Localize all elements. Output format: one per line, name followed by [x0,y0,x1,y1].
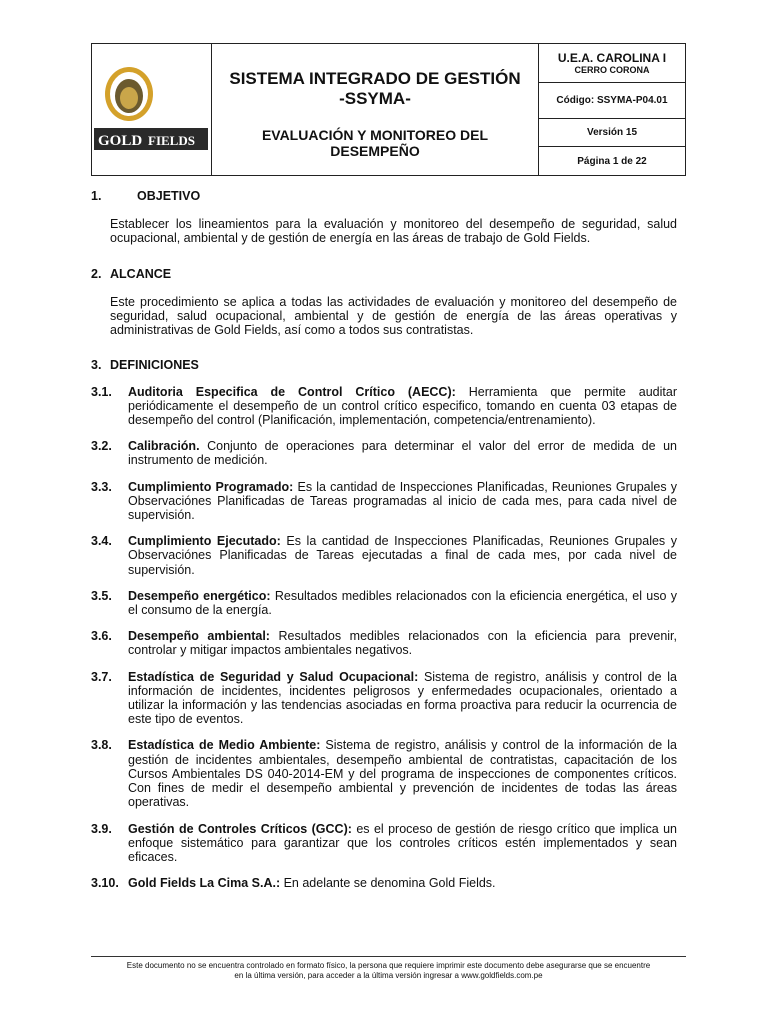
definition-item [91,670,677,727]
definition-text [128,822,677,865]
alcance-paragraph: Este procedimiento se aplica a todas las actividades de evaluación y monitoreo del desempeño de seguridad, salud ocupacional, ambiental y de gestión de energía de las áreas operativas y administrativas de Gold Fields, así como a todos sus contratistas. [110,294,677,338]
definition-number: 3.3. [91,479,112,494]
definition-description: Es la cantidad de Inspecciones Planificadas, Reuniones Grupales y Observaciónes Planificadas de Tareas ejecutadas a final de cada mes, por cada nivel de supervisión. [128,534,678,577]
objetivo-paragraph: Establecer los lineamientos para la evaluación y monitoreo del desempeño de seguridad, salud ocupacional, ambiental y de gestión de energía en las áreas de trabajo de Gold Fields. [110,217,677,246]
definition-number: 3.9. [91,821,112,836]
procedure-title: EVALUACIÓN Y MONITOREO DEL DESEMPEÑO [261,127,489,159]
definition-item [91,629,677,657]
section-heading-objetivo: 1. OBJETIVO [91,189,201,203]
definition-text [128,534,677,577]
definition-term: Gestión de Controles Críticos (GCC): [128,821,352,836]
header-meta-cell [539,44,685,175]
definition-description: Sistema de registro, análisis y control de la información de la gestión de incidentes ambientales, desempeño ambiental de contratistas, capacitación de los Cursos Ambientales DS 040-2014-EM y del programa de inspecciones de componentes críticos. Con fines de medir el desempeño ambiental y prevención de incidentes de todas las áreas operativas. [128,738,677,810]
definition-text [128,439,677,467]
definition-text [128,738,677,809]
definition-item [91,439,677,467]
footer-notice: Este documento no se encuentra controlado en formato físico, la persona que requiere imprimir este documento debe asegurarse que se encuentre en la última versión, para acceder a la última versión ingresar a www.goldfields.com.pe [126,961,651,980]
definition-text [128,876,677,890]
definition-description: Resultados medibles relacionados con la eficiencia para prevenir, controlar y mitigar impactos ambientales negativos. [128,629,677,658]
definition-number: 3.2. [91,439,112,454]
definition-text [128,385,677,428]
definition-number: 3.6. [91,629,112,644]
definition-item [91,534,677,577]
definition-number: 3.7. [91,669,112,684]
footer-divider [91,956,686,957]
unit-label: U.E.A. CAROLINA I CERRO CORONA [539,44,685,83]
document-code: Código: SSYMA-P04.01 [539,83,685,119]
definition-description: Sistema de registro, análisis y control de la información de incidentes, incidentes peligrosos y enfermedades ocupacionales, orientado a utilizar la información y las tendencias asociadas en forma proactiva para reducir la ocurrencia de este tipo de eventos. [128,669,677,727]
definition-item [91,589,677,617]
definition-item [91,385,677,428]
definitions-list [91,385,677,891]
logo-cell [92,44,212,175]
page-number: Página 1 de 22 [577,155,647,167]
definition-term: Desempeño ambiental: [128,629,270,644]
definition-text [128,480,677,523]
definition-term: Estadística de Medio Ambiente: [128,738,321,753]
definition-item [91,876,677,890]
header-title-cell [212,44,539,175]
definition-term: Gold Fields La Cima S.A.: [128,876,281,891]
section-heading-definiciones: 3. DEFINICIONES [91,358,199,373]
definition-number: 3.4. [91,534,112,549]
definition-description: Resultados medibles relacionados con la eficiencia energética, el uso y el consumo de la energía. [128,588,677,618]
definition-number: 3.1. [91,384,112,399]
definition-item [91,822,677,865]
definition-text [128,589,677,617]
definition-description: es el proceso de gestión de riesgo crítico que implica un enfoque sistemático para garantizar que los controles críticos estén implementados y sean eficaces. [128,821,678,864]
system-title: SISTEMA INTEGRADO DE GESTIÓN -SSYMA- [229,69,521,108]
definition-description: Es la cantidad de Inspecciones Planificadas, Reuniones Grupales y Observaciónes Planificadas de Tareas programadas al inicio de cada mes, para cada nivel de supervisión. [128,479,678,523]
definition-number: 3.8. [91,738,112,753]
document-header [91,43,686,176]
definition-number: 3.5. [91,588,112,603]
definition-term: Calibración. [128,439,200,454]
definition-text [128,670,677,727]
definition-term: Estadística de Seguridad y Salud Ocupacional: [128,669,419,684]
definition-text [128,629,677,657]
definition-description: Conjunto de operaciones para determinar el valor del error de medida de un instrumento de medición. [128,439,677,468]
definition-term: Desempeño energético: [128,588,271,603]
definition-term: Cumplimiento Ejecutado: [128,534,281,549]
definition-description: Herramienta que permite auditar periódicamente el desempeño de un control crítico especifico, tomando en cuenta 03 etapas de desempeño del control (Planificación, implementación, competencia/entrenamiento). [128,384,677,428]
document-version: Versión 15 [539,119,685,147]
document-body [91,189,677,902]
definition-number: 3.10. [91,876,119,891]
definition-term: Cumplimiento Programado: [128,479,294,494]
definition-item [91,480,677,523]
section-heading-alcance: 2. ALCANCE [91,266,172,281]
logo-text-fields: FIELDS [148,133,195,148]
logo-text-gold: GOLD [98,133,143,149]
definition-item [91,738,677,809]
definition-term: Auditoria Especifica de Control Crítico (AECC): [128,384,456,399]
definition-description: En adelante se denomina Gold Fields. [280,876,496,891]
lion-emblem-icon [92,62,212,172]
